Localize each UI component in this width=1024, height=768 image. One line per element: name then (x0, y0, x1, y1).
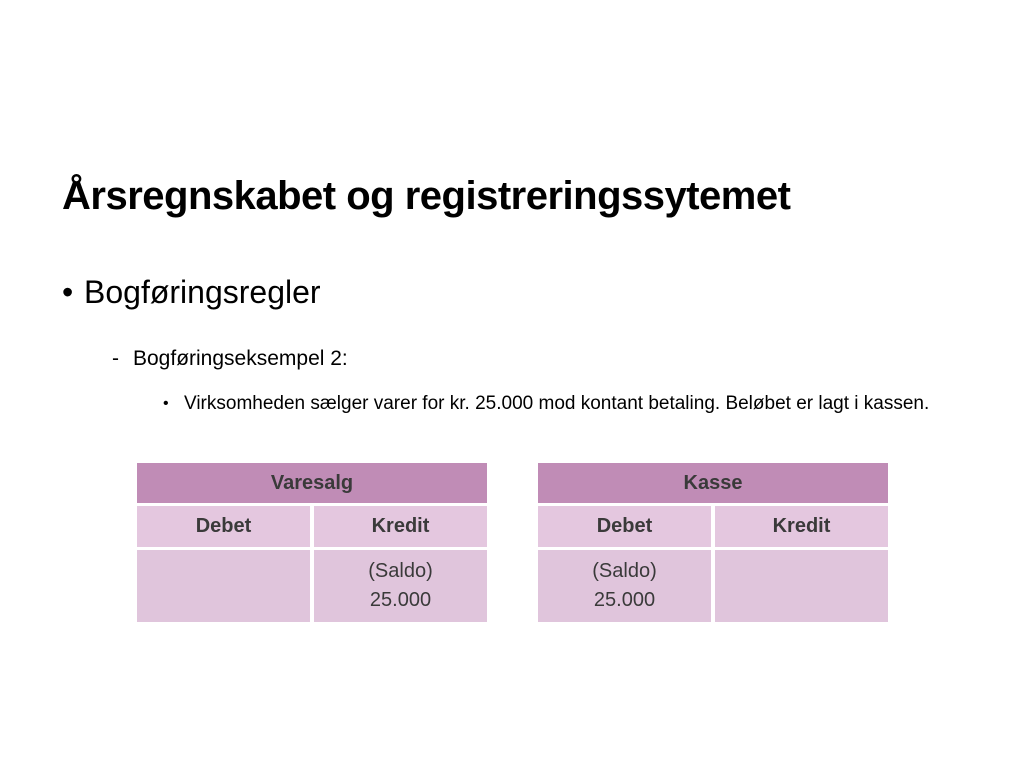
entry-amount: 25.000 (369, 589, 432, 611)
debet-cell (137, 549, 312, 623)
t-account-varesalg (137, 463, 487, 622)
entry-label: (Saldo) (368, 560, 433, 582)
bullet-dot-icon: • (163, 395, 169, 412)
bullet-level-3-text: Virksomheden sælger varer for kr. 25.000 mod kontant betaling. Beløbet er lagt i kassen. (184, 393, 930, 414)
bullet-dot-icon: • (62, 274, 74, 310)
account-name: Varesalg (137, 463, 487, 505)
bullet-level-2-text: Bogføringseksempel 2: (133, 347, 348, 370)
bullet-level-1-text: Bogføringsregler (84, 274, 321, 310)
slide-title: Årsregnskabet og registreringssytemet (62, 174, 791, 218)
bullet-level-1 (62, 274, 321, 311)
kredit-cell (713, 549, 888, 623)
bullet-level-2 (112, 347, 348, 371)
kredit-cell (312, 549, 487, 623)
t-account-kasse (538, 463, 888, 622)
column-header-debet: Debet (538, 505, 713, 549)
entry-amount: 25.000 (593, 589, 656, 611)
column-header-debet: Debet (137, 505, 312, 549)
debet-cell (538, 549, 713, 623)
entry-label: (Saldo) (592, 560, 657, 582)
column-header-kredit: Kredit (713, 505, 888, 549)
bullet-level-3 (163, 388, 973, 419)
column-header-kredit: Kredit (312, 505, 487, 549)
account-name: Kasse (538, 463, 888, 505)
bullet-dash-icon: - (112, 347, 119, 370)
